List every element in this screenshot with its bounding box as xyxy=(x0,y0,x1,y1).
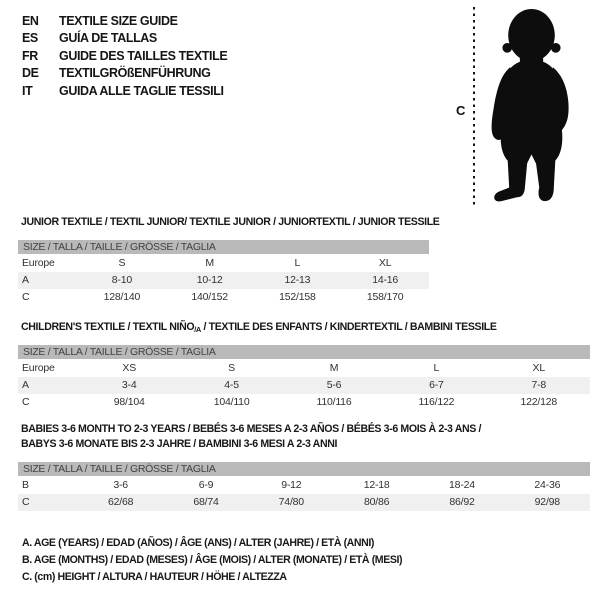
table-cell: 86/92 xyxy=(419,494,504,511)
table-cell: 12-13 xyxy=(254,272,342,289)
language-list xyxy=(22,13,227,100)
table-row xyxy=(18,477,590,494)
note-height-cm: C. (cm) HEIGHT / ALTURA / HAUTEUR / HÖHE / ALTEZZA xyxy=(22,571,287,584)
table-cell: 9-12 xyxy=(281,479,302,491)
babies-size-table xyxy=(18,462,590,511)
table-cell: 80/86 xyxy=(334,494,419,511)
table-cell: 122/128 xyxy=(520,396,558,408)
table-cell: XL xyxy=(532,362,545,374)
table-row xyxy=(18,394,590,411)
language-code: ES xyxy=(22,31,38,46)
table-cell: 158/170 xyxy=(366,291,404,303)
table-cell: 18-24 xyxy=(449,479,475,491)
language-row-en xyxy=(22,13,227,30)
row-label-cell: Europe xyxy=(22,257,55,269)
table-row xyxy=(18,272,429,289)
table-row xyxy=(18,377,590,394)
children-size-table xyxy=(18,345,590,411)
table-cell: XL xyxy=(378,257,392,269)
table-cell: 5-6 xyxy=(283,377,385,394)
table-cell: 104/110 xyxy=(213,396,250,408)
language-title: GUÍA DE TALLAS xyxy=(59,31,157,46)
note-age-months: B. AGE (MONTHS) / EDAD (MESES) / ÂGE (MOIS) / ALTER (MONATE) / ETÀ (MESI) xyxy=(22,554,403,567)
language-code: DE xyxy=(22,66,39,81)
size-header-bar: SIZE / TALLA / TAILLE / GRÖSSE / TAGLIA xyxy=(18,240,429,254)
row-label-cell: A xyxy=(18,377,78,394)
table-cell: L xyxy=(433,362,440,374)
language-title: GUIDA ALLE TAGLIE TESSILI xyxy=(59,83,224,98)
table-cell: S xyxy=(118,257,126,269)
baby-silhouette-icon xyxy=(483,5,580,209)
table-row xyxy=(18,255,429,272)
children-table-heading xyxy=(21,320,497,338)
table-cell: 62/68 xyxy=(78,494,163,511)
table-cell: 10-12 xyxy=(166,272,254,289)
table-cell: 116/122 xyxy=(418,396,455,408)
table-row xyxy=(18,494,590,511)
row-label-cell: A xyxy=(18,272,78,289)
children-heading-sub: /A xyxy=(194,325,201,334)
table-cell: 8-10 xyxy=(78,272,166,289)
table-cell: 7-8 xyxy=(488,377,590,394)
children-heading-pre: CHILDREN'S TEXTILE / TEXTIL NIÑO xyxy=(21,321,195,333)
row-label-cell: C xyxy=(22,291,30,303)
language-code: IT xyxy=(22,83,33,98)
language-row-es xyxy=(22,30,227,47)
junior-table xyxy=(18,255,429,306)
babies-heading-line2: BABYS 3-6 MONATE BIS 2-3 JAHRE / BAMBINI 3-6 MESI A 2-3 ANNI xyxy=(21,437,338,450)
size-header-bar: SIZE / TALLA / TAILLE / GRÖSSE / TAGLIA xyxy=(18,462,590,476)
table-cell: 14-16 xyxy=(341,272,429,289)
table-cell: 68/74 xyxy=(163,494,248,511)
table-cell: XS xyxy=(122,362,136,374)
height-marker-label: C xyxy=(456,103,466,118)
table-cell: 3-4 xyxy=(78,377,180,394)
row-label-cell: C xyxy=(22,396,30,408)
row-label-cell: Europe xyxy=(22,362,55,374)
height-dotted-line xyxy=(473,7,475,206)
babies-heading-line1: BABIES 3-6 MONTH TO 2-3 YEARS / BEBÉS 3-6 MESES A 2-3 AÑOS / BÉBÉS 3-6 MOIS À 2-3 ANS / xyxy=(21,423,482,435)
table-row xyxy=(18,360,590,377)
legend-notes xyxy=(22,535,402,587)
table-cell: M xyxy=(205,257,214,269)
row-label-cell: C xyxy=(18,494,78,511)
note-age-years: A. AGE (YEARS) / EDAD (AÑOS) / ÂGE (ANS) / ALTER (JAHRE) / ETÀ (ANNI) xyxy=(22,537,375,549)
junior-table-heading: JUNIOR TEXTILE / TEXTIL JUNIOR/ TEXTILE JUNIOR / JUNIORTEXTIL / JUNIOR TESSILE xyxy=(21,216,440,228)
table-cell: 74/80 xyxy=(249,494,334,511)
table-cell: 4-5 xyxy=(180,377,282,394)
language-row-it xyxy=(22,83,227,100)
table-cell: 152/158 xyxy=(279,291,316,303)
table-cell: S xyxy=(228,362,235,374)
language-code: FR xyxy=(22,48,38,63)
table-cell: 92/98 xyxy=(505,494,590,511)
table-cell: L xyxy=(294,257,301,269)
language-title: GUIDE DES TAILLES TEXTILE xyxy=(59,48,228,63)
table-cell: 128/140 xyxy=(103,291,141,303)
language-row-fr xyxy=(22,48,227,65)
table-cell: 110/116 xyxy=(316,396,352,408)
children-table xyxy=(18,360,590,411)
size-header-bar: SIZE / TALLA / TAILLE / GRÖSSE / TAGLIA xyxy=(18,345,590,359)
table-cell: M xyxy=(329,362,339,374)
babies-table-heading xyxy=(21,422,481,451)
language-title: TEXTILE SIZE GUIDE xyxy=(59,14,178,28)
table-row xyxy=(18,289,429,306)
table-cell: 6-7 xyxy=(385,377,487,394)
table-cell: 98/104 xyxy=(113,396,145,408)
row-label-cell: B xyxy=(22,479,29,491)
language-title: TEXTILGRÖßENFÜHRUNG xyxy=(59,66,211,81)
table-cell: 140/152 xyxy=(191,291,228,303)
language-code: EN xyxy=(22,14,39,28)
junior-size-table xyxy=(18,240,429,306)
table-cell: 3-6 xyxy=(113,479,128,491)
table-cell: 6-9 xyxy=(198,479,214,491)
babies-table xyxy=(18,477,590,511)
children-heading-post: / TEXTILE DES ENFANTS / KINDERTEXTIL / BAMBINI TESSILE xyxy=(200,321,497,333)
table-cell: 12-18 xyxy=(363,479,390,491)
language-row-de xyxy=(22,65,227,82)
table-cell: 24-36 xyxy=(534,479,561,491)
